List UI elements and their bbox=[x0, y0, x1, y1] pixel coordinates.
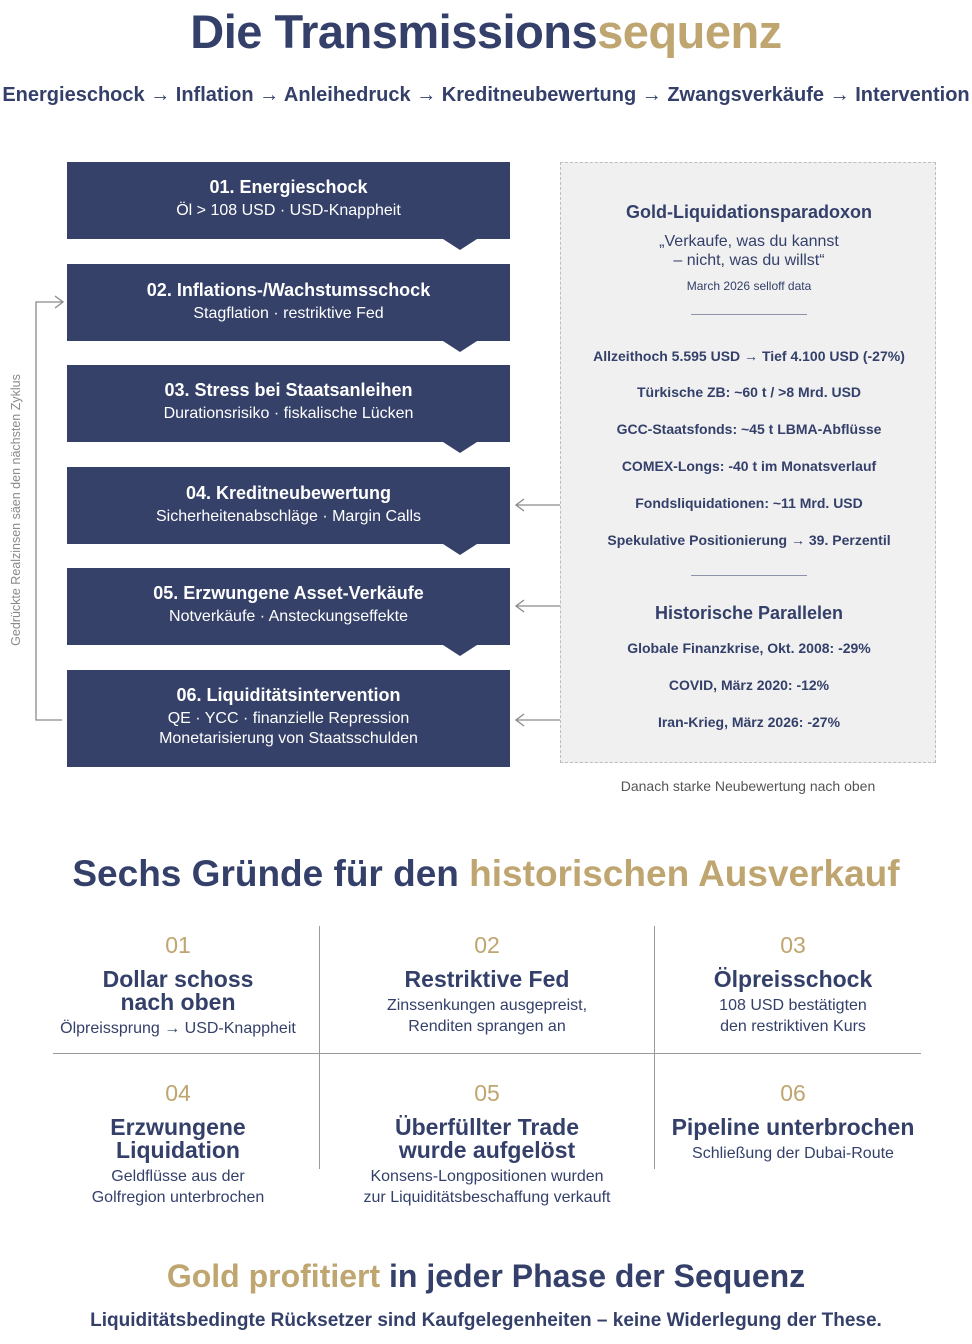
step-title: 03. Stress bei Staatsanleihen bbox=[164, 380, 413, 400]
reason-number: 04 bbox=[165, 1080, 191, 1106]
panel-source: March 2026 selloff data bbox=[686, 279, 812, 293]
reason-number: 03 bbox=[780, 932, 806, 958]
cycle-label-text: Gedrückte Realzinsen säen den nächsten Zyklus bbox=[9, 374, 23, 646]
step-description: Sicherheitenabschläge · Margin Calls bbox=[155, 508, 422, 525]
panel-fact: Fondsliquidationen: ~11 Mrd. USD bbox=[635, 495, 863, 511]
sequence-arrow: → bbox=[641, 84, 662, 106]
parallel-item: COVID, März 2020: -12% bbox=[668, 677, 830, 693]
reason-card bbox=[655, 932, 931, 1037]
reason-number: 01 bbox=[165, 932, 191, 958]
reason-description: Zinssenkungen ausgepreist, bbox=[386, 997, 588, 1014]
panel-fact: Allzeithoch 5.595 USD → Tief 4.100 USD (-27%) bbox=[593, 348, 905, 364]
reason-description: 108 USD bestätigten bbox=[719, 997, 867, 1014]
reason-title-line-2: nach oben bbox=[120, 989, 236, 1015]
step-description: Durationsrisiko · fiskalische Lücken bbox=[163, 405, 414, 422]
panel-fact: Türkische ZB: ~60 t / >8 Mrd. USD bbox=[636, 384, 862, 400]
step-description: Stagflation · restriktive Fed bbox=[193, 305, 384, 322]
reason-number: 02 bbox=[474, 932, 500, 958]
reason-number: 06 bbox=[780, 1080, 806, 1106]
parallels-title: Historische Parallelen bbox=[654, 603, 844, 623]
panel-fact: Spekulative Positionierung → 39. Perzentil bbox=[607, 532, 891, 548]
reason-card bbox=[53, 1080, 303, 1208]
closing-title-part-2: in jeder Phase der Sequenz bbox=[380, 1258, 806, 1294]
gold-liquidation-panel bbox=[560, 162, 936, 763]
title-part-2: sequenz bbox=[597, 5, 782, 58]
reason-number: 05 bbox=[474, 1080, 500, 1106]
reason-card bbox=[320, 932, 654, 1037]
sequence-item: Kreditneubewertung bbox=[441, 84, 637, 106]
reason-description-line-2: Golfregion unterbrochen bbox=[91, 1189, 265, 1206]
reason-description-line-2: zur Liquiditätsbeschaffung verkauft bbox=[363, 1189, 611, 1206]
sequence-arrow: → bbox=[416, 84, 437, 106]
closing-title bbox=[0, 1258, 972, 1295]
step-description: QE · YCC · finanzielle Repression bbox=[167, 710, 410, 727]
grid-divider-horizontal bbox=[53, 1053, 921, 1054]
title-part-1: Die Transmissions bbox=[190, 5, 598, 58]
reason-description: Geldflüsse aus der bbox=[111, 1168, 245, 1185]
reason-card bbox=[53, 932, 303, 1039]
step-title: 02. Inflations-/Wachstumsschock bbox=[146, 280, 431, 300]
step-description-line-2: Monetarisierung von Staatsschulden bbox=[159, 730, 418, 747]
step-title: 01. Energieschock bbox=[209, 177, 368, 197]
closing-subtitle: Liquiditätsbedingte Rücksetzer sind Kaufgelegenheiten – keine Widerlegung der These. bbox=[90, 1310, 882, 1331]
reason-description: Konsens-Longpositionen wurden bbox=[370, 1168, 604, 1185]
step-description: Öl > 108 USD · USD-Knappheit bbox=[176, 202, 401, 219]
panel-fact: GCC-Staatsfonds: ~45 t LBMA-Abflüsse bbox=[616, 421, 882, 437]
sequence-item: Energieschock bbox=[2, 84, 145, 106]
closing-title-part-1: Gold profitiert bbox=[166, 1258, 381, 1294]
sequence-item: Inflation bbox=[175, 84, 254, 106]
reason-title: Überfüllter Trade bbox=[394, 1114, 580, 1140]
panel-divider bbox=[691, 575, 807, 576]
panel-note: Danach starke Neubewertung nach oben bbox=[620, 778, 876, 794]
reason-title-line-2: wurde aufgelöst bbox=[398, 1137, 576, 1163]
reason-title: Ölpreisschock bbox=[713, 966, 873, 992]
panel-divider bbox=[691, 314, 807, 315]
sequence-arrow: → bbox=[150, 84, 171, 106]
parallel-item: Globale Finanzkrise, Okt. 2008: -29% bbox=[627, 640, 871, 656]
reason-description: Schließung der Dubai-Route bbox=[692, 1145, 894, 1162]
section-title-part-2: historischen Ausverkauf bbox=[469, 853, 900, 894]
section-title-reasons bbox=[0, 853, 972, 895]
reason-title: Dollar schoss bbox=[102, 966, 254, 992]
parallel-item: Iran-Krieg, März 2026: -27% bbox=[657, 714, 841, 730]
reason-description-line-2: den restriktiven Kurs bbox=[720, 1018, 866, 1035]
sequence-item: Anleihedruck bbox=[283, 84, 411, 106]
panel-fact: COMEX-Longs: -40 t im Monatsverlauf bbox=[621, 458, 877, 474]
reason-card bbox=[655, 1080, 931, 1164]
reason-description: Ölpreissprung → USD-Knappheit bbox=[60, 1020, 296, 1037]
reason-title: Pipeline unterbrochen bbox=[671, 1114, 915, 1140]
sequence-arrow: → bbox=[829, 84, 850, 106]
panel-quote-line-1: „Verkaufe, was du kannst bbox=[659, 233, 839, 250]
reason-title: Erzwungene bbox=[110, 1114, 246, 1140]
cycle-loop-arrow bbox=[36, 296, 63, 720]
step-title: 05. Erzwungene Asset-Verkäufe bbox=[153, 583, 424, 603]
panel-title: Gold-Liquidationsparadoxon bbox=[626, 202, 872, 222]
step-description: Notverkäufe · Ansteckungseffekte bbox=[169, 608, 408, 625]
reason-title: Restriktive Fed bbox=[404, 966, 570, 992]
panel-quote-line-2: – nicht, was du willst“ bbox=[673, 252, 825, 269]
section-title-part-1: Sechs Gründe für den bbox=[72, 853, 470, 894]
reason-description-line-2: Renditen sprangen an bbox=[408, 1018, 566, 1035]
reason-card bbox=[320, 1080, 654, 1208]
reason-title-line-2: Liquidation bbox=[116, 1137, 240, 1163]
step-title: 06. Liquiditätsintervention bbox=[176, 685, 401, 705]
sequence-item: Zwangsverkäufe bbox=[667, 84, 825, 106]
step-title: 04. Kreditneubewertung bbox=[185, 483, 392, 503]
sequence-arrow: → bbox=[259, 84, 280, 106]
sequence-item: Intervention bbox=[855, 84, 970, 106]
